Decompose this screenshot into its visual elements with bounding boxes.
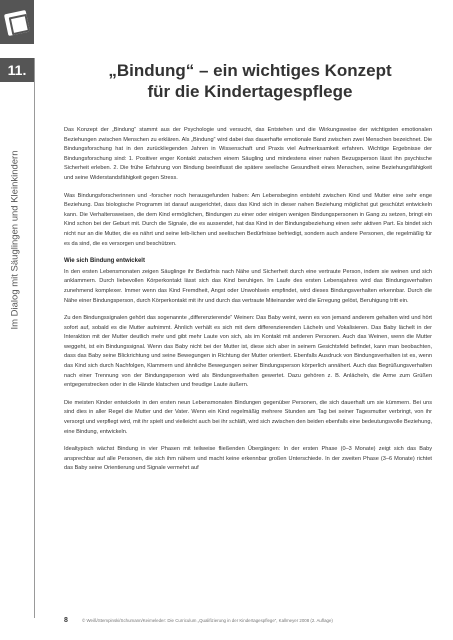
section-heading: Wie sich Bindung entwickelt xyxy=(64,258,145,265)
chapter-title-vertical xyxy=(2,100,28,380)
logo xyxy=(0,0,34,44)
article-body xyxy=(64,126,432,482)
chapter-sidebar xyxy=(0,0,34,640)
book-logo-icon xyxy=(4,10,30,36)
page-footer xyxy=(64,617,444,627)
paragraph-research: Was Bindungsforscherinnen und -forscher noch herausgefunden haben: Am Lebensbeginn entsteht zwischen Kind und Mutter eine sehr enge Beziehung. Das biologische Programm ist darauf ausgerichtet, dass das Kind sich in dieser nahen Beziehung möglichst gut geschützt entwickeln kann. Die Verhaltensweisen, die dem Kind ermöglichen, Bindungen zu einer oder einigen wenigen Bindungspersonen in Gang zu setzen, bringt ein Kind schon bei der Geburt mit. Durch die Signale, die es aussendet, hat das Kind in der Bindungsbeziehung einen sehr aktiven Part. Es bindet sich nicht nur an die Mutter, die es nährt und seine leib-lichen und seelischen Bedürfnisse befriedigt, sondern auch andere Personen, die regelmäßig für es da sind, die es versorgen und beschützen. xyxy=(64,192,432,247)
page-title xyxy=(60,60,440,102)
page-title-line-1: „Bindung“ – ein wichtiges Konzept xyxy=(108,61,392,80)
paragraph-intro: Das Konzept der „Bindung“ stammt aus der Psychologie und versucht, das Entstehen und die Wirkungsweise der wichtigsten emotionalen Beziehungen zwischen Menschen zu erklären. Als „Bindung“ wird dabei das dauerhafte emotionale Band zwischen zwei Menschen bezeichnet. Die Bindungsforschung hat in den zurückliegenden Jahren in Wissenschaft und Praxis viel Aufmerksamkeit erfahren. Wichtige Ergebnisse der Bindungsforschung sind: 1. Positiver enger Kontakt zwischen einem Säugling und mindestens einer nahen Bezugsperson lässt ihn psychische Sicherheit erleben. 2. Die frühe Erfahrung von Bindung beeinflusst die spätere seelische Gesundheit eines Menschen, seine Beziehungsfähigkeit und seine Widerstandsfähigkeit gegen Stress. xyxy=(64,127,432,181)
paragraph-development: In den ersten Lebensmonaten zeigen Säuglinge ihr Bedürfnis nach Nähe und Sicherheit durch eine vertraute Person, indem sie weinen und sich anklammern. Durch liebevollen Körperkontakt lässt sich das Kind beruhigen. Im Laufe des ersten Lebensjahres wird das Bindungsverhalten zunehmend komplexer. Immer wenn das Kind Fremdheit, Angst oder Unwohlsein empfindet, wird dieses Bindungsverhalten erkennbar. Durch die Nähe einer Bindungsperson, durch Körperkontakt mit ihr und durch das vertraute Miteinander wird die Erregung gelöst, Beruhigung tritt ein. xyxy=(64,268,432,304)
chapter-title-text: Im Dialog mit Säuglingen und Kleinkindern xyxy=(9,150,21,330)
paragraph-children: Die meisten Kinder entwickeln in den ersten neun Lebensmonaten Bindungen gegenüber Personen, die sich dauerhaft um sie kümmern. Bei uns sind dies in aller Regel die Mutter und der Vater. Wenn ein Kind regelmäßig mehrere Stunden am Tag bei seiner Tagesmutter verbringt, von ihr versorgt und verpflegt wird, mit ihr spielt und vielleicht auch bei ihr schläft, wird sich zwischen den beiden ebenfalls eine bedeutungsvolle Beziehung, eine Bindung, entwickeln. xyxy=(64,399,432,435)
sidebar-divider xyxy=(34,58,35,618)
paragraph-signals: Zu den Bindungssignalen gehört das sogenannte „differenzierende“ Weinen: Das Baby weint, wenn es von jemand anderem gehalten wird und hört sofort auf, sobald es die Mutter aufnimmt. Ähnlich verhält es sich mit dem differenzierenden Lächeln und Vokalisieren. Das Baby lächelt in der Interaktion mit der Mutter deutlich mehr und gibt mehr Laute von sich, als im Kontakt mit anderen Personen. Auch das Weinen, wenn die Mutter weggeht, ist ein Bindungssignal. Wenn das Baby nicht bei der Mutter ist, diese sich aber in seinem Gesichtsfeld befindet, kann man beobachten, dass das Baby seine Blickrichtung und seine Bewegungen in Richtung der Mutter orientiert. Ebenfalls Ausdruck von Bindungsverhalten ist es, wenn das Kind sich durch Nachfolgen, Klammern und ähnliche Bewegungen seiner Bindungsperson körperlich annähert. Auch das Begrüßungsverhalten nach einer Trennung von der Bindungsperson wird als Bindungsverhalten gewertet. Dazu gehören z. B. Anlächeln, die Arme zum Grüßen entgegenstrecken oder in die Hände klatschen und freudige Laute äußern. xyxy=(64,315,432,389)
page-number: 8 xyxy=(64,617,68,624)
page-title-line-2: für die Kindertagespflege xyxy=(147,82,353,101)
paragraph-phases: Idealtypisch wächst Bindung in vier Phasen mit teilweise fließenden Übergängen: In der ersten Phase (0–3 Monate) zeigt sich das Baby ansprechbar auf alle Personen, die sich ihm nähern und macht keine erkennbar großen Unterschiede. In der zweiten Phase (3–6 Monate) richtet das Baby seine Orientierung und Signale vermehrt auf xyxy=(64,446,432,472)
copyright-notice: © Weiß/Stempinski/Schumann/Keimeleder: Die Curriculum „Qualifizierung in der Kindertagespflege“, Kallmeyer 2008 (2. Auflage) xyxy=(82,618,333,623)
chapter-number: 11. xyxy=(0,58,34,82)
